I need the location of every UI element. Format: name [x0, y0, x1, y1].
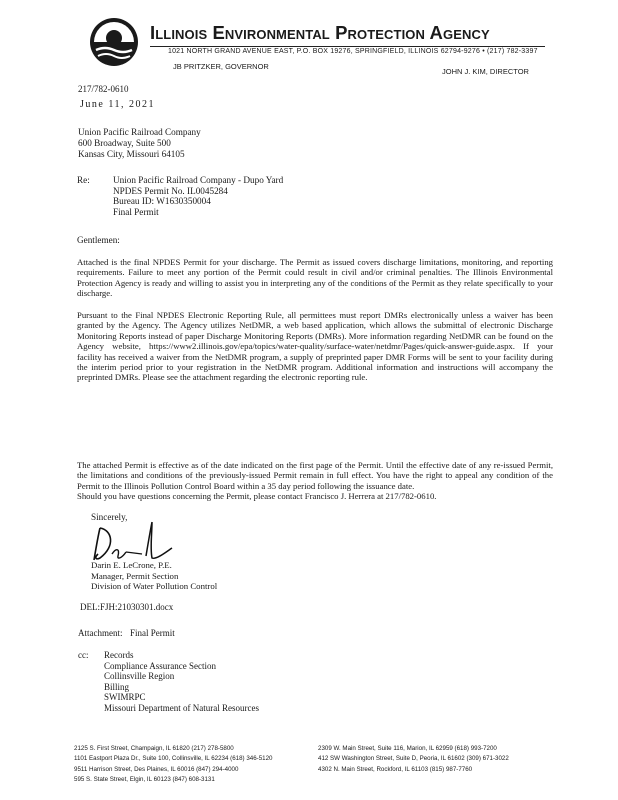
recipient-line: Kansas City, Missouri 64105 [78, 148, 185, 159]
file-reference: DEL:FJH:21030301.docx [80, 602, 174, 612]
paragraph-effective-date: The attached Permit is effective as of the date indicated on the first page of the Permit. Until the effective date of any re-issued Permit, the limitations and conditions of the previously-issued Permit remain in full effect. You have the right to appeal any condition of the Permit to the Illinois Pollution Control Board within a 35 day period following the issuance date. [77, 460, 553, 491]
signer-line: Division of Water Pollution Control [91, 581, 218, 592]
cc-item: Billing [104, 681, 130, 692]
cc-list [104, 650, 259, 714]
recipient-line: 600 Broadway, Suite 500 [78, 137, 171, 148]
agency-logo-icon [88, 16, 140, 68]
letter-date: June 11, 2021 [80, 99, 155, 110]
signer-line: Darin E. LeCrone, P.E. [91, 560, 172, 570]
footer-office: 4302 N. Main Street, Rockford, IL 61103 (815) 987-7760 [318, 765, 473, 773]
cc-item: Compliance Assurance Section [104, 660, 216, 671]
footer-office: 1101 Eastport Plaza Dr., Suite 100, Collinsville, IL 62234 (618) 346-5120 [74, 755, 273, 763]
footer-office: 412 SW Washington Street, Suite D, Peoria, IL 61602 (309) 671-3022 [318, 755, 509, 763]
attachment-label: Attachment: [78, 628, 123, 638]
agency-name: Illinois Environmental Protection Agency [150, 22, 490, 43]
re-line: Final Permit [113, 206, 159, 217]
signer-block [91, 560, 217, 592]
paragraph-electronic-reporting: Pursuant to the Final NPDES Electronic Reporting Rule, all permittees must report DMRs electronically unless a waiver has been granted by the Agency. The Agency utilizes NetDMR, a web based application, which allows the submittal of electronic Discharge Monitoring Reports instead of paper Discharge Monitoring Reports (DMRs). More information regarding NetDMR can be found on the Agency website, https://www2.illinois.gov/epa/topics/water-quality/surface-water/netdmr/Pages/quick-answer-guide.aspx. If your facility has received a waiver from the NetDMR program, a supply of preprinted paper DMR Forms will be sent to your facility during the interim period prior to your registration in the NetDMR program. Additional information and instructions will accompany the preprinted DMRs. Please see the attachment regarding the electronic reporting rule. [77, 310, 553, 383]
director-name: JOHN J. KIM, DIRECTOR [442, 67, 529, 76]
re-block [113, 175, 283, 217]
agency-address: 1021 NORTH GRAND AVENUE EAST, P.O. BOX 19276, SPRINGFIELD, ILLINOIS 62794-9276 • (217) 782-3397 [168, 48, 538, 55]
footer-offices-left [74, 744, 272, 786]
signer-line: Manager, Permit Section [91, 570, 179, 581]
attachment-value: Final Permit [130, 628, 175, 638]
footer-office: 2125 S. First Street, Champaign, IL 61820 (217) 278-5800 [74, 745, 234, 752]
recipient-line: Union Pacific Railroad Company [78, 127, 201, 137]
governor-name: JB PRITZKER, GOVERNOR [173, 62, 269, 71]
re-label: Re: [77, 175, 90, 185]
cc-item: SWIMRPC [104, 692, 146, 703]
phone-number: 217/782-0610 [78, 84, 129, 94]
letterhead-rule [150, 46, 545, 47]
footer-offices-right [318, 744, 509, 775]
re-line: Union Pacific Railroad Company - Dupo Yard [113, 175, 284, 185]
cc-item: Records [104, 650, 134, 660]
re-line: NPDES Permit No. IL0045284 [113, 185, 228, 196]
footer-office: 9511 Harrison Street, Des Plaines, IL 60016 (847) 294-4000 [74, 765, 239, 773]
recipient-address [78, 127, 201, 159]
cc-item: Collinsville Region [104, 671, 175, 682]
re-line: Bureau ID: W1630350004 [113, 196, 211, 207]
cc-label: cc: [78, 650, 89, 660]
closing: Sincerely, [91, 512, 128, 522]
footer-office: 595 S. State Street, Elgin, IL 60123 (847) 608-3131 [74, 776, 215, 784]
paragraph-contact: Should you have questions concerning the Permit, please contact Francisco J. Herrera at 217/782-0610. [77, 491, 437, 501]
cc-item: Missouri Department of Natural Resources [104, 702, 259, 713]
paragraph-permit-summary: Attached is the final NPDES Permit for your discharge. The Permit as issued covers discharge limitations, monitoring, and reporting requirements. Failure to meet any portion of the Permit could result in civil and/or criminal penalties. The Illinois Environmental Protection Agency is ready and willing to assist you in interpreting any of the conditions of the Permit as they relate specifically to your discharge. [77, 257, 553, 299]
salutation: Gentlemen: [77, 235, 120, 245]
footer-office: 2309 W. Main Street, Suite 116, Marion, IL 62959 (618) 993-7200 [318, 745, 497, 752]
